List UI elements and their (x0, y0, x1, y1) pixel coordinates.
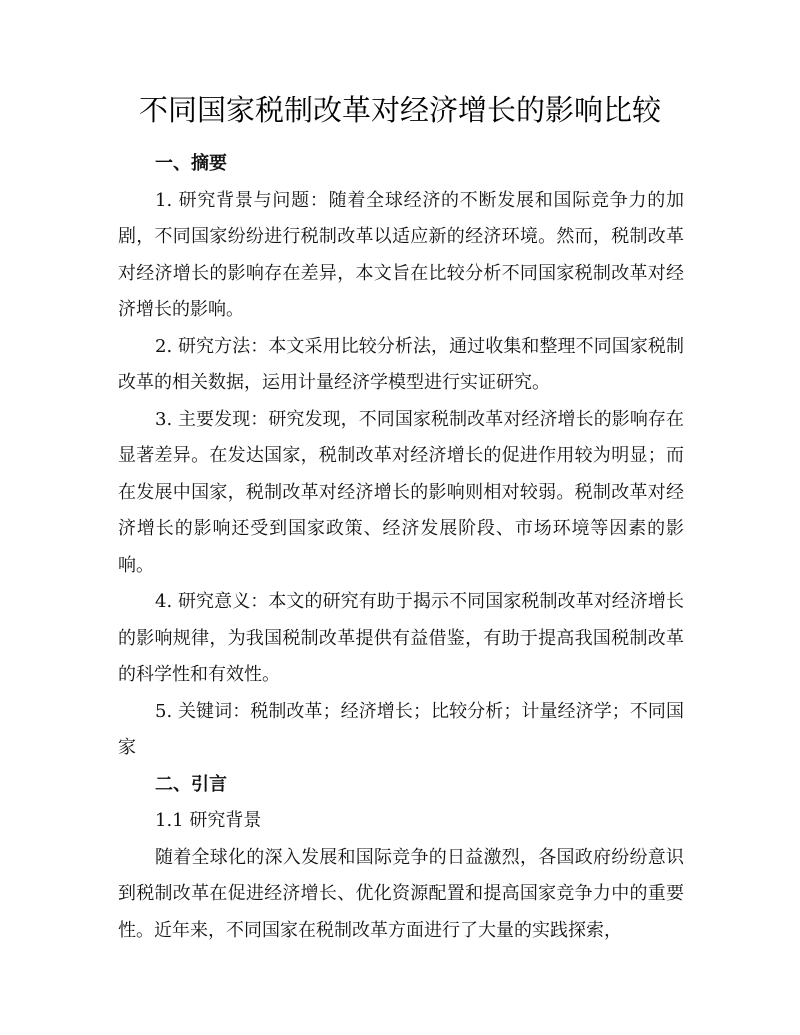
abstract-item-background: 1. 研究背景与问题：随着全球经济的不断发展和国际竞争力的加剧，不同国家纷纷进行税制改革以适应新的经济环境。然而，税制改革对经济增长的影响存在差异，本文旨在比较分析不同国家税制改革对经济增长的影响。 (118, 189, 684, 320)
section-heading-abstract: 一、摘要 (155, 153, 227, 174)
document-body (118, 146, 684, 949)
abstract-item-findings: 3. 主要发现：研究发现，不同国家税制改革对经济增长的影响存在显著差异。在发达国家，税制改革对经济增长的促进作用较为明显；而在发展中国家，税制改革对经济增长的影响则相对较弱。税制改革对经济增长的影响还受到国家政策、经济发展阶段、市场环境等因素的影响。 (118, 408, 684, 576)
document-title: 不同国家税制改革对经济增长的影响比较 (138, 93, 661, 127)
subsection-heading-background: 1.1 研究背景 (155, 810, 262, 831)
section-heading-intro: 二、引言 (155, 773, 227, 795)
abstract-item-method: 2. 研究方法：本文采用比较分析法，通过收集和整理不同国家税制改革的相关数据，运用计量经济学模型进行实证研究。 (118, 335, 684, 393)
intro-paragraph: 随着全球化的深入发展和国际竞争的日益激烈，各国政府纷纷意识到税制改革在促进经济增长、优化资源配置和提高国家竞争力中的重要性。近年来，不同国家在税制改革方面进行了大量的实践探索， (118, 846, 684, 941)
abstract-item-significance: 4. 研究意义：本文的研究有助于揭示不同国家税制改革对经济增长的影响规律，为我国税制改革提供有益借鉴，有助于提高我国税制改革的科学性和有效性。 (118, 591, 684, 685)
abstract-item-keywords: 5. 关键词：税制改革；经济增长；比较分析；计量经济学；不同国家 (118, 700, 684, 758)
